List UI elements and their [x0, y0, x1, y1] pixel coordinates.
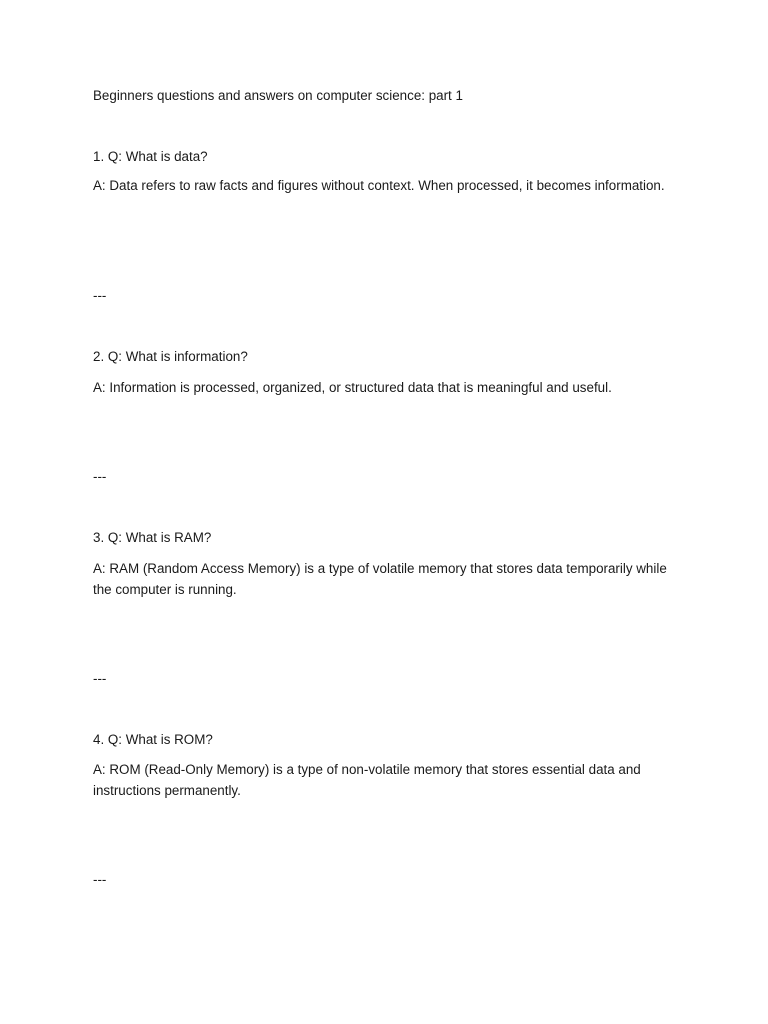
question-1: 1. Q: What is data?: [93, 149, 208, 164]
answer-2: A: Information is processed, organized, or structured data that is meaningful and useful.: [93, 380, 612, 395]
separator-3: ---: [93, 671, 107, 686]
separator-2: ---: [93, 469, 107, 484]
answer-3: A: RAM (Random Access Memory) is a type of volatile memory that stores data temporarily while the computer is running.: [93, 561, 667, 597]
question-3: 3. Q: What is RAM?: [93, 530, 212, 545]
separator-4: ---: [93, 872, 107, 887]
document-title: Beginners questions and answers on computer science: part 1: [93, 88, 463, 103]
answer-1: A: Data refers to raw facts and figures without context. When processed, it becomes information.: [93, 178, 665, 193]
question-2: 2. Q: What is information?: [93, 349, 248, 364]
answer-4: A: ROM (Read-Only Memory) is a type of non-volatile memory that stores essential data and instructions permanently.: [93, 762, 641, 798]
question-4: 4. Q: What is ROM?: [93, 732, 213, 747]
separator-1: ---: [93, 288, 107, 303]
